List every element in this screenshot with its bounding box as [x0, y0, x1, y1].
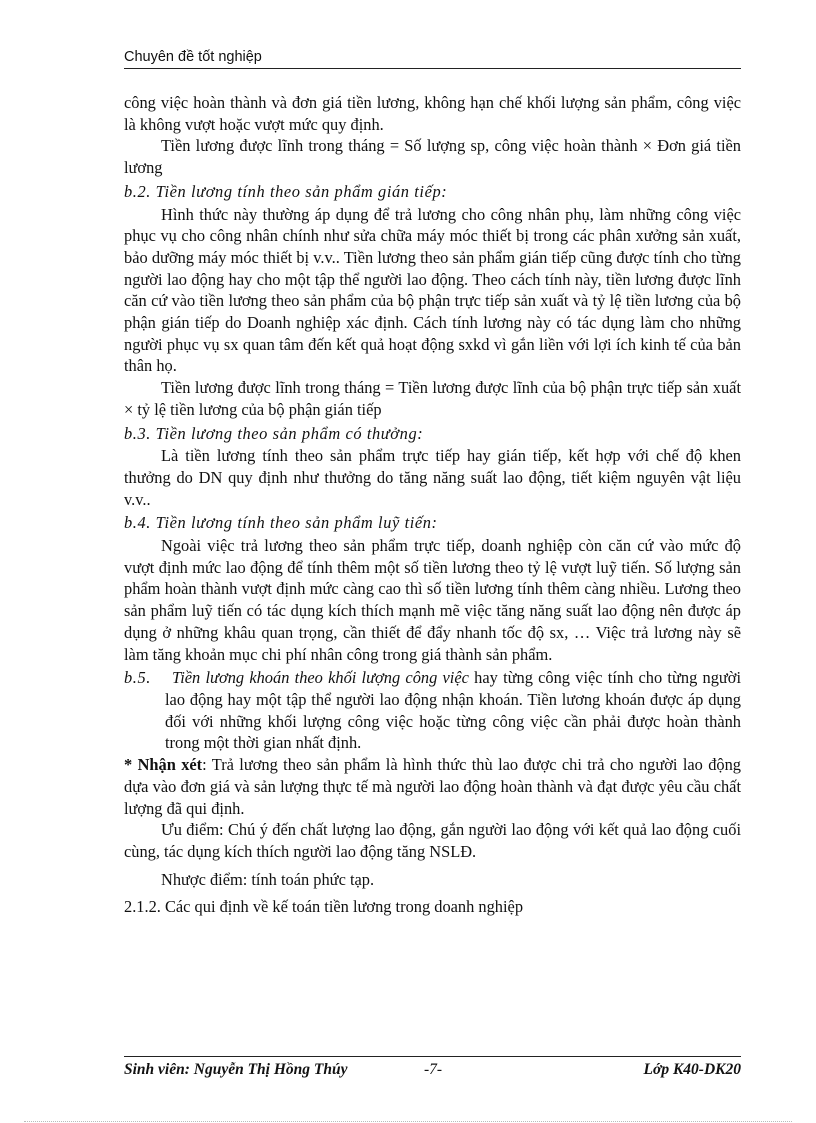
page-edge-divider: [24, 1121, 792, 1122]
paragraph: Hình thức này thường áp dụng để trả lương cho công nhân phụ, làm những công việc phục vụ cho công nhân chính như sửa chữa máy móc thiết bị trong các phân xưởng sản xuất, bảo dưỡng máy móc thiết bị v.v.. Tiền lương theo sản phẩm gián tiếp cũng được tính cho từng người lao động hay cho một tập thể người lao động. Theo cách tính này, tiền lương được lĩnh căn cứ vào tiền lương theo sản phẩm của bộ phận trực tiếp sản xuất và tỷ lệ tiền lương của bộ phận gián tiếp do Doanh nghiệp xác định. Cách tính lương này có tác dụng làm cho những người phục vụ sx quan tâm đến kết quả hoạt động sxkd vì gắn liền với lợi ích kinh tế của bản thân họ.: [124, 204, 741, 376]
note-paragraph: [124, 754, 741, 819]
paragraph: công việc hoàn thành và đơn giá tiền lương, không hạn chế khối lượng sản phẩm, công việc là không vượt hoặc vượt mức quy định.: [124, 93, 741, 134]
subheading-b5-paragraph: [124, 667, 741, 754]
paragraph-advantage: Ưu điểm: Chú ý đến chất lượng lao động, gắn người lao động với kết quả lao động cuối cùng, tác dụng kích thích người lao động tăng NSLĐ.: [124, 820, 741, 861]
formula-paragraph: Tiền lương được lĩnh trong tháng = Số lượng sp, công việc hoàn thành × Đơn giá tiền lương: [124, 136, 741, 178]
b5-label: b.5.: [124, 668, 151, 688]
document-title: Chuyên đề tốt nghiệp: [124, 49, 262, 65]
page-header: [124, 48, 741, 69]
formula-paragraph: Tiền lương được lĩnh trong tháng = Tiền lương được lĩnh của bộ phận trực tiếp sản xuất × tỷ lệ tiền lương của bộ phận gián tiếp: [124, 378, 741, 419]
paragraph: Ngoài việc trả lương theo sản phẩm trực tiếp, doanh nghiệp còn căn cứ vào mức độ vượt định mức lao động để tính thêm một số tiền lương theo tỷ lệ vượt luỹ tiến. Số lượng sản phẩm hoàn thành vượt định mức càng cao thì số tiền lương tính thêm càng nhiều. Lương theo sản phẩm luỹ tiến có tác dụng kích thích mạnh mẽ việc tăng năng suất lao động nên được áp dụng ở những khâu quan trọng, cần thiết để đẩy nhanh tốc độ sx, … Việc trả lương này sẽ làm tăng khoản mục chi phí nhân công trong giá thành sản phẩm.: [124, 536, 741, 664]
note-text: : Trả lương theo sản phẩm là hình thức thù lao được chi trả cho người lao động dựa vào đơn giá và sản lượng thực tế mà người lao động hoàn thành và đạt được yêu cầu chất lượng đã qui định.: [124, 755, 741, 818]
subheading-b2: b.2. Tiền lương tính theo sản phẩm gián tiếp:: [124, 181, 448, 201]
note-label: * Nhận xét: [124, 755, 203, 775]
footer-student: Sinh viên: Nguyễn Thị Hồng Thúy: [124, 1061, 348, 1078]
document-body: [124, 92, 741, 918]
subheading-b4: b.4. Tiền lương tính theo sản phẩm luỹ tiến:: [124, 513, 438, 533]
footer-page-number: -7-: [424, 1061, 443, 1078]
b5-text: hay từng công việc tính cho từng người lao động hay một tập thể người lao động nhận khoán. Tiền lương khoán được áp dụng đối với những khối lượng công việc hoặc từng công việc cần phải được hoàn thành trong một thời gian nhất định.: [165, 668, 742, 753]
section-heading-2-1-2: 2.1.2. Các qui định về kế toán tiền lương trong doanh nghiệp: [124, 897, 524, 917]
footer-class: Lớp K40-DK20: [643, 1061, 741, 1078]
page-footer: [124, 1056, 741, 1079]
b5-italic-title: Tiền lương khoán theo khối lượng công việc: [171, 668, 469, 688]
paragraph: Là tiền lương tính theo sản phẩm trực tiếp hay gián tiếp, kết hợp với chế độ khen thưởng do DN quy định như thưởng do tăng năng suất lao động, tiết kiệm nguyên vật liệu v.v..: [124, 446, 741, 509]
paragraph-disadvantage: Nhược điểm: tính toán phức tạp.: [161, 869, 375, 889]
subheading-b3: b.3. Tiền lương theo sản phẩm có thưởng:: [124, 423, 424, 443]
